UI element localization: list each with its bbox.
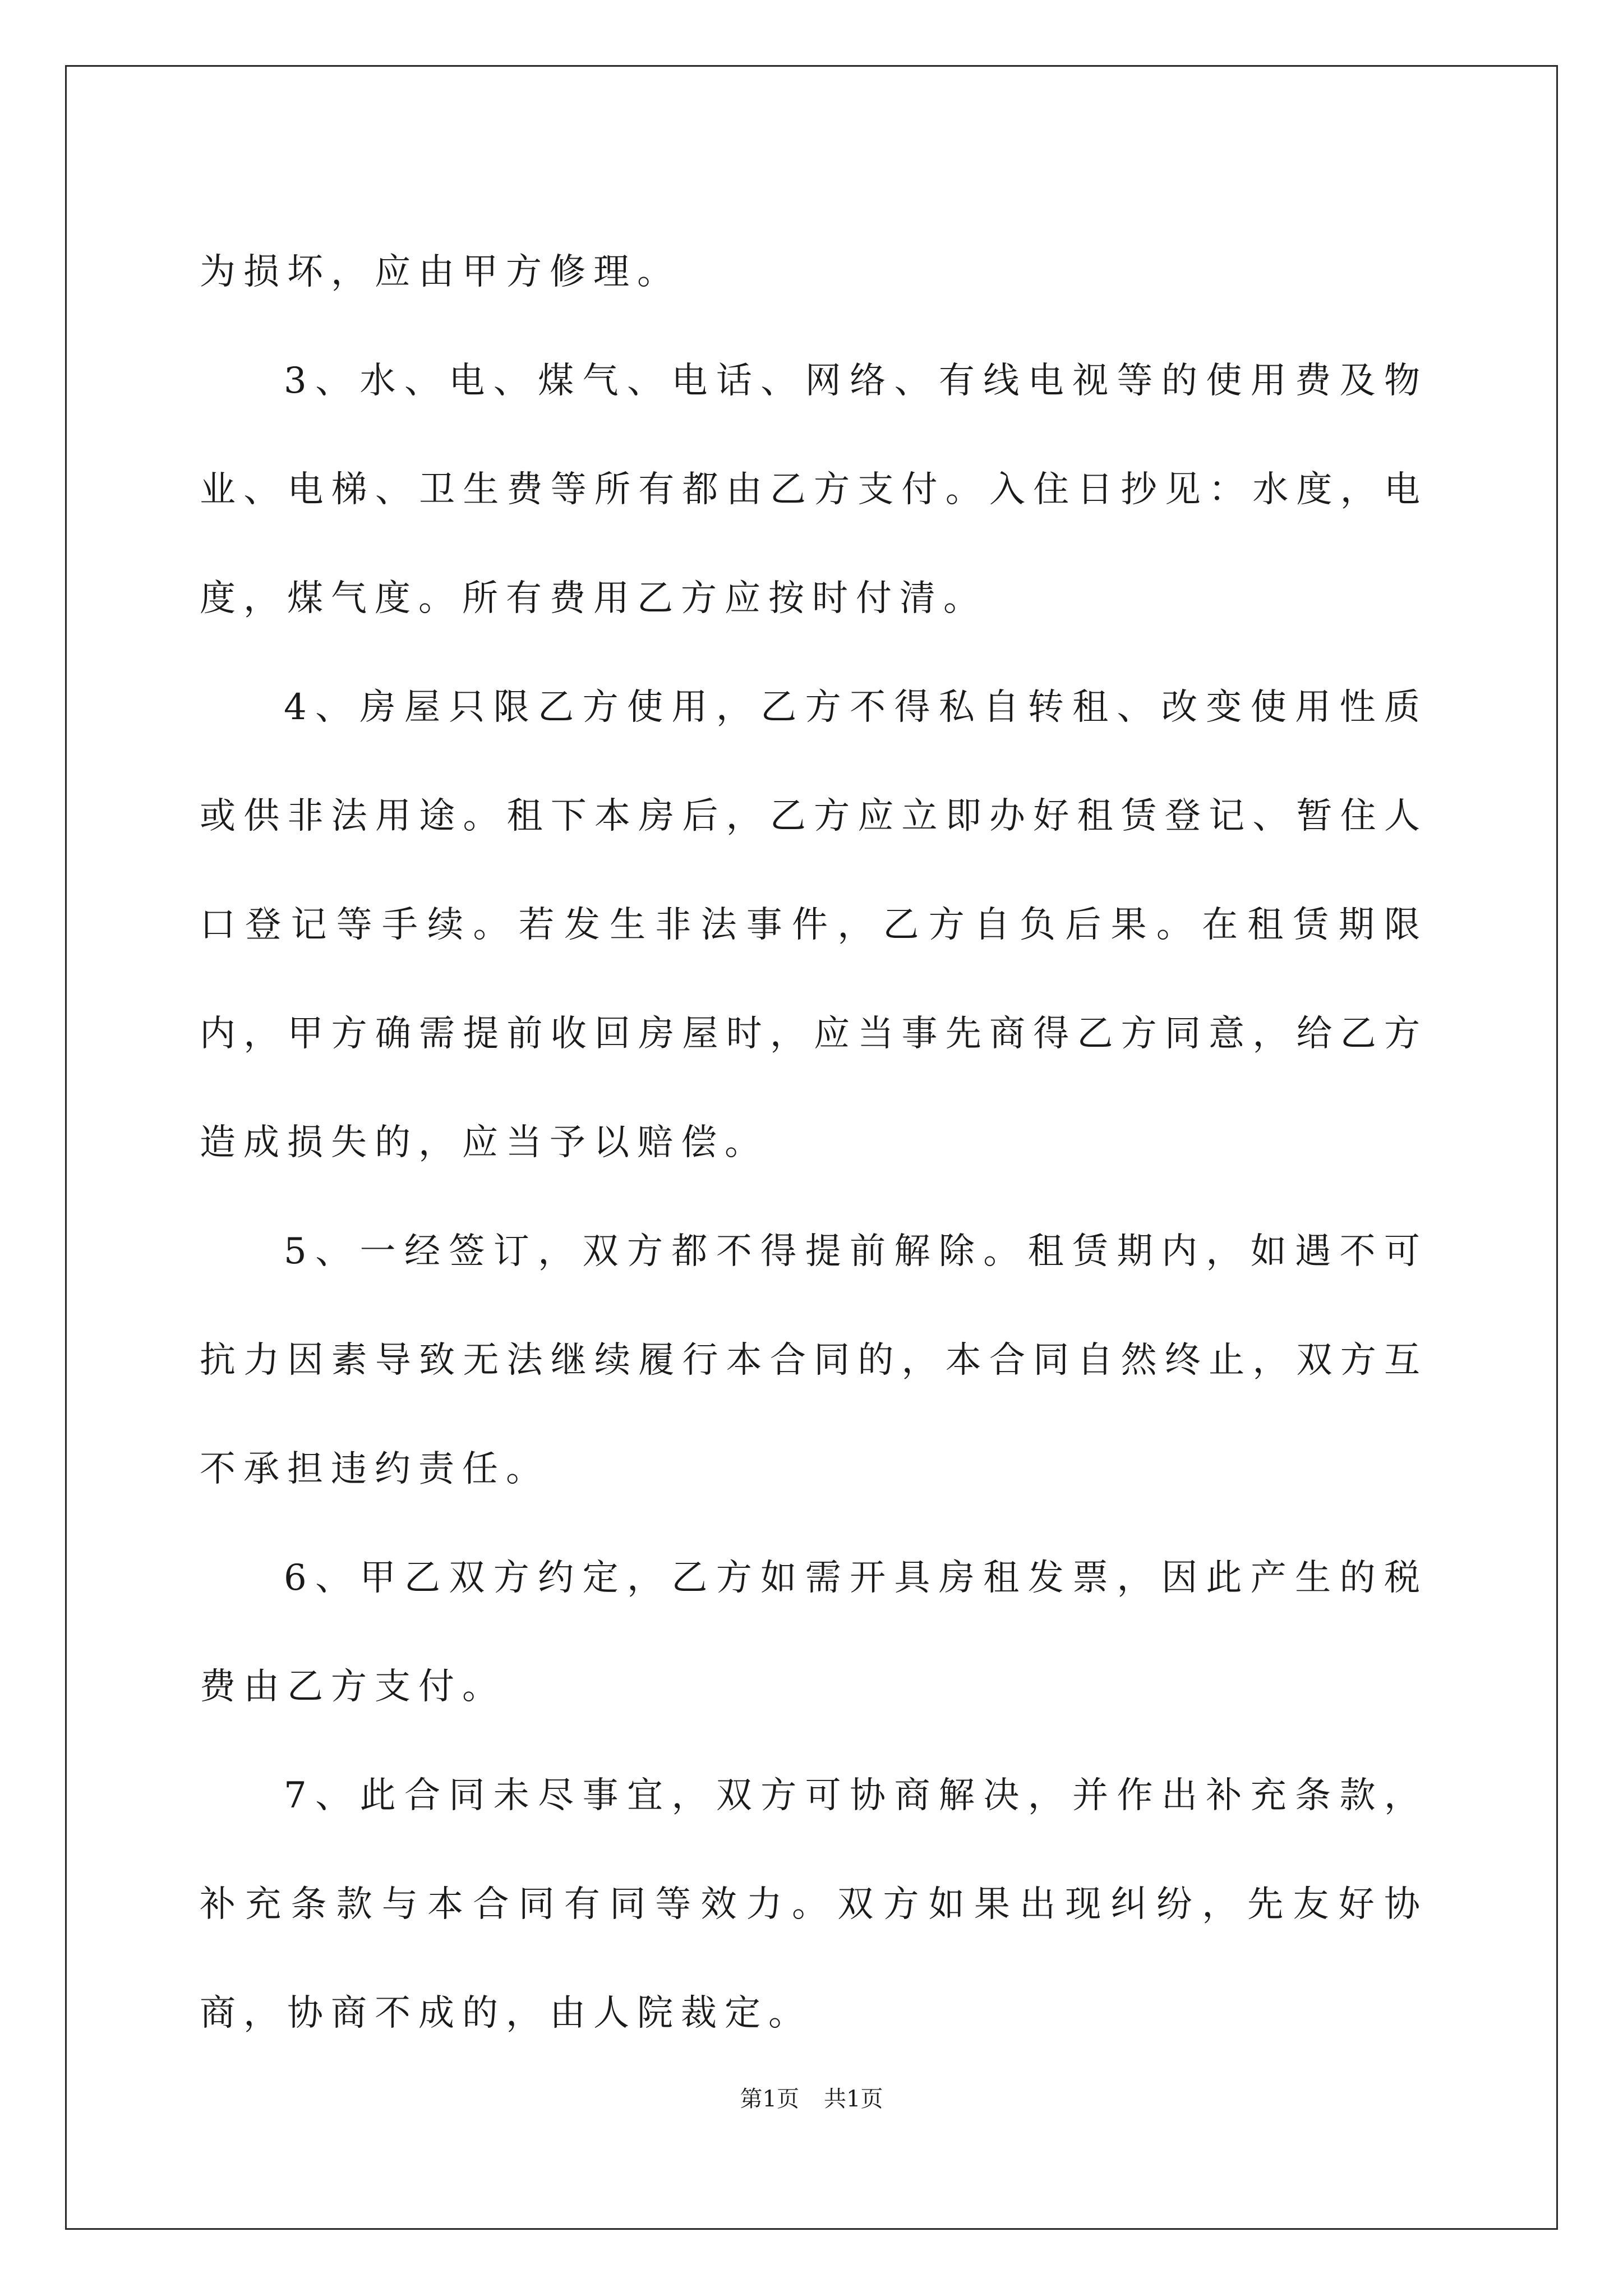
clause-6: 6、甲乙双方约定，乙方如需开具房租发票，因此产生的税费由乙方支付。 xyxy=(200,1557,1428,1708)
clause-4: 4、房屋只限乙方使用，乙方不得私自转租、改变使用性质或供非法用途。租下本房后，乙方应立即办好租赁登记、暂住人口登记等手续。若发生非法事件，乙方自负后果。在租赁期限内，甲方确需提前收回房屋时，应当事先商得乙方同意，给乙方造成损失的，应当予以赔偿。 xyxy=(200,687,1428,1163)
clause-3: 3、水、电、煤气、电话、网络、有线电视等的使用费及物业、电梯、卫生费等所有都由乙方支付。入住日抄见：水度，电度，煤气度。所有费用乙方应按时付清。 xyxy=(200,360,1428,619)
page-number-current: 第1页 xyxy=(740,2086,799,2112)
clause-7: 7、此合同未尽事宜，双方可协商解决，并作出补充条款，补充条款与本合同有同等效力。双方如果出现纠纷，先友好协商，协商不成的，由人院裁定。 xyxy=(200,1775,1428,2034)
page-footer xyxy=(0,2081,1623,2113)
document-body xyxy=(200,218,1428,2068)
paragraph-continuation: 为损坏，应由甲方修理。 xyxy=(200,251,681,293)
page-number-total: 共1页 xyxy=(824,2086,883,2112)
clause-5: 5、一经签订，双方都不得提前解除。租赁期内，如遇不可抗力因素导致无法继续履行本合同的，本合同自然终止，双方互不承担违约责任。 xyxy=(200,1231,1428,1490)
